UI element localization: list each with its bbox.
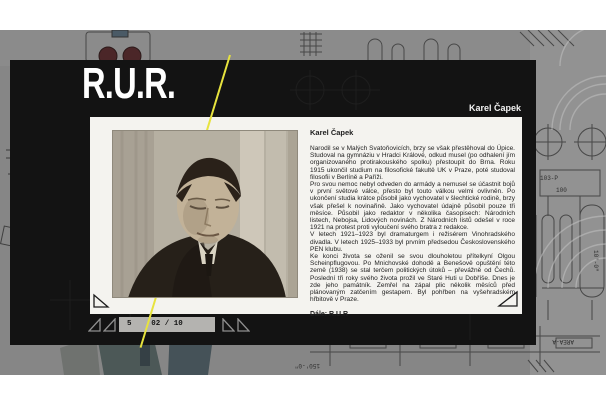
biography-text [310,128,515,318]
bg-label-100: 100 [556,187,567,194]
pager-left-value: 5 [127,320,132,328]
bg-label-dim2: 150'-0" [294,362,320,369]
biography-heading: Karel Čapek [310,128,354,137]
pager-bar [119,317,215,332]
next-section-label: Dále: R.U.R [310,311,349,319]
bg-label-dim1: 10'-0" [592,250,599,272]
bg-label-103p: 103-P [540,175,559,182]
page-counter: 02 / 10 [151,320,183,328]
nav-next-fast-icon[interactable] [236,318,250,333]
biography-paragraph: Ke konci života se oženil se svou dlouholetou přítelkyní Olgou Scheinpflugovou. Po Mnichovské dohodě a Benešově opuštění této země (1938) se stal terčem politických útoků – převážně od Čechů. Poslední tři roky svého života prožil ve Staré Huti u Dobříše. Dnes je zde jeho památník. Zemřel na zápal plic několik měsíců před plánovaným zatčením gestapem. Byl pohřben na vyšehradském hřbitově v Praze. [310,253,515,304]
nav-prev-icon[interactable] [103,318,117,333]
nav-next-icon[interactable] [221,318,235,333]
biography-paragraph: Pro svou nemoc nebyl odveden do armády a nemusel se účastnit bojů v první světové válce, přesto byl touto válkou velmi ovlivněn. Po ukončení studia krátce působil jako vychovatel v šlechtické rodině, brzy však přešel k novinařině. Jako vychovatel údajně působil pouze tři měsíce. Působil jako redaktor v několika časopisech: Národních listech, Nebojsa, Lidových novinách. Z Národních listů odešel v roce 1921 na protest proti vyloučení svého bratra z redakce. [310,181,515,232]
corner-fold-prev[interactable] [92,293,110,309]
author-label: Karel Čapek [468,103,521,113]
page-title: R.U.R. [82,59,176,108]
portrait-photo [112,130,298,298]
bg-label-area-a: AREA-A [552,338,574,345]
biography-paragraph: Narodil se v Malých Svatoňovicích, brzy se však přestěhoval do Úpice. Studoval na gymnáziu v Hradci Králové, odkud musel (po odhalení jím organizovaného protirakouského spolku) přestoupit do Brna. Roku 1915 ukončil studium na filosofické fakultě UK v Praze, poté studoval filosofii v Berlíně a Paříži. [310,145,515,181]
nav-prev-fast-icon[interactable] [88,318,102,333]
portrait-karel-capek-illustration [112,130,298,298]
biography-paragraph: V letech 1921–1923 byl dramaturgem i režisérem Vinohradského divadla. V letech 1925–1933 byl prvním předsedou Československého PEN klubu. [310,231,515,253]
